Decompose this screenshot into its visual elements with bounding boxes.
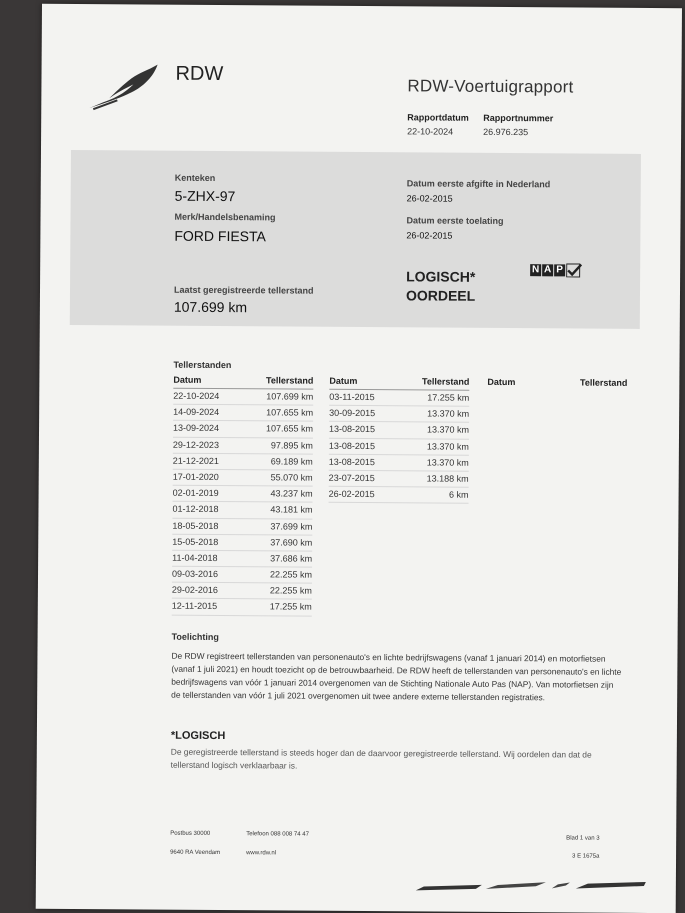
header-tellerstand: Tellerstand [579, 377, 628, 388]
table-row [329, 455, 469, 472]
row-date: 29-12-2023 [172, 439, 220, 450]
row-date: 30-09-2015 [329, 407, 376, 419]
tellerstand-value: 107.699 km [173, 298, 248, 316]
row-date: 13-08-2015 [328, 440, 376, 451]
table-row [329, 406, 469, 423]
table-row [329, 390, 469, 407]
row-date: 13-08-2015 [328, 456, 375, 467]
row-km: 107.699 km [266, 391, 314, 402]
row-km: 37.686 km [270, 553, 313, 564]
report-date-label: Rapportdatum [407, 112, 469, 123]
report-date-value: 22-10-2024 [407, 126, 454, 137]
row-date: 09-03-2016 [171, 568, 219, 580]
header-tellerstand: Tellerstand [421, 376, 470, 387]
row-km: 22.255 km [269, 585, 312, 596]
report-title: RDW-Voertuigrapport [407, 76, 574, 97]
logisch-text: De geregistreerde tellerstand is steeds hoger dan de daarvoor geregistreerde tellerstand. Wij oordelen dan dat de tellerstand logisch verklaarbaar is. [170, 746, 592, 771]
footer-blad: Blad 1 van 3 [566, 835, 600, 842]
header-tellerstand: Tellerstand [265, 375, 314, 386]
toelating-label: Datum eerste toelating [406, 215, 504, 226]
rdw-feather-logo-icon [87, 62, 162, 113]
footer-telefoon: Telefoon 088 008 74 47 [246, 831, 309, 838]
footer-website: www.rdw.nl [246, 850, 277, 857]
row-date: 02-01-2019 [172, 487, 219, 499]
row-date: 29-02-2016 [171, 584, 218, 596]
oordeel-logisch: LOGISCH* [406, 268, 476, 285]
table-row [173, 486, 313, 503]
logisch-title: *LOGISCH [170, 729, 226, 743]
nap-letter-a: A [543, 264, 552, 276]
header-datum: Datum [329, 375, 358, 386]
table-row [329, 471, 469, 488]
table-row [173, 470, 313, 487]
row-km: 6 km [449, 489, 469, 500]
table-row [329, 422, 469, 439]
vehicle-info-box [70, 150, 641, 329]
report-number-label: Rapportnummer [483, 112, 554, 124]
table-row [329, 487, 469, 504]
table-row [172, 502, 312, 519]
row-km: 17.255 km [269, 601, 312, 613]
row-km: 13.370 km [427, 408, 470, 419]
report-date-block [407, 112, 469, 136]
afgifte-value: 26-02-2015 [406, 193, 453, 204]
toelichting-title: Toelichting [171, 631, 219, 643]
row-date: 23-07-2015 [328, 472, 375, 484]
kenteken-value: 5-ZHX-97 [174, 187, 236, 205]
row-km: 17.255 km [427, 392, 470, 403]
row-km: 13.370 km [426, 441, 469, 452]
table-row [172, 518, 312, 535]
row-date: 12-11-2015 [171, 601, 218, 612]
checkmark-icon [566, 263, 582, 277]
row-date: 14-09-2024 [173, 406, 220, 418]
column-header [329, 376, 469, 391]
row-km: 107.655 km [266, 407, 314, 418]
table-row [173, 437, 313, 454]
row-km: 13.188 km [426, 473, 469, 484]
row-km: 13.370 km [426, 457, 469, 468]
row-date: 01-12-2018 [172, 504, 219, 515]
row-date: 13-08-2015 [329, 424, 376, 435]
row-km: 43.237 km [270, 488, 313, 499]
header-datum: Datum [487, 376, 516, 388]
column-header [173, 375, 313, 390]
tellerstanden-column-2 [329, 376, 470, 504]
row-date: 26-02-2015 [328, 488, 375, 500]
table-row [172, 567, 312, 584]
footer-stripe-decoration [416, 878, 646, 894]
row-km: 107.655 km [265, 423, 314, 435]
table-row [329, 438, 469, 455]
row-km: 37.699 km [270, 520, 313, 532]
row-date: 03-11-2015 [329, 391, 375, 403]
afgifte-label: Datum eerste afgifte in Nederland [406, 178, 551, 190]
kenteken-label: Kenteken [174, 172, 216, 183]
oordeel-label: OORDEEL [405, 287, 476, 304]
footer-code: 3 E 1675a [572, 853, 600, 860]
nap-letter-p: P [554, 264, 565, 276]
table-row [172, 599, 312, 616]
row-date: 13-09-2024 [173, 423, 220, 434]
nap-logo [530, 263, 582, 277]
row-km: 22.255 km [269, 569, 313, 580]
report-number-value: 26.976.235 [483, 126, 529, 138]
row-date: 21-12-2021 [172, 455, 219, 466]
row-date: 11-04-2018 [172, 552, 218, 563]
table-row [172, 534, 312, 551]
column-header [487, 377, 627, 391]
brand-name: RDW [175, 62, 224, 86]
row-date: 22-10-2024 [173, 390, 220, 402]
row-km: 69.189 km [270, 456, 313, 467]
row-date: 17-01-2020 [172, 471, 219, 482]
table-row [173, 389, 313, 406]
table-row [173, 405, 313, 422]
footer-postbus: Postbus 30000 [170, 830, 211, 837]
tellerstanden-column-3 [487, 377, 627, 391]
row-date: 15-05-2018 [172, 536, 219, 547]
merk-label: Merk/Handelsbenaming [174, 211, 276, 223]
row-km: 13.370 km [426, 424, 470, 436]
tellerstanden-column-1 [172, 375, 314, 617]
tellerstand-label: Laatst geregistreerde tellerstand [173, 284, 314, 296]
row-km: 55.070 km [270, 472, 313, 483]
oordeel-block [406, 267, 475, 305]
report-number-block [483, 113, 553, 137]
nap-letter-n: N [531, 264, 540, 276]
row-km: 97.895 km [270, 439, 313, 451]
table-row [173, 453, 313, 470]
table-row [172, 551, 312, 568]
toelating-value: 26-02-2015 [406, 230, 453, 241]
merk-value: FORD FIESTA [174, 227, 266, 245]
report-page [36, 4, 682, 913]
header-datum: Datum [173, 374, 202, 385]
footer-adres: 9640 RA Veendam [170, 849, 221, 857]
row-km: 37.690 km [270, 537, 313, 548]
tellerstanden-title: Tellerstanden [173, 359, 232, 371]
toelichting-text: De RDW registreert tellerstanden van personenauto's en lichte bedrijfswagens (vanaf 1 januari 2014) en motorfietsen (vanaf 1 juli 2021) en houdt toezicht op de betrouwbaarheid. De RDW heeft de tellerstanden van personenauto's en lichte bedrijfswagens van vóór 1 januari 2014 overgenomen van de Stichting Nationale Auto Pas (NAP). Van motorfietsen zijn de tellerstanden van vóór 1 juli 2021 overgenomen uit twee andere externe tellerstanden registraties. [171, 650, 622, 703]
table-row [172, 583, 312, 600]
row-date: 18-05-2018 [172, 520, 219, 531]
table-row [173, 421, 313, 438]
row-km: 43.181 km [270, 504, 313, 515]
